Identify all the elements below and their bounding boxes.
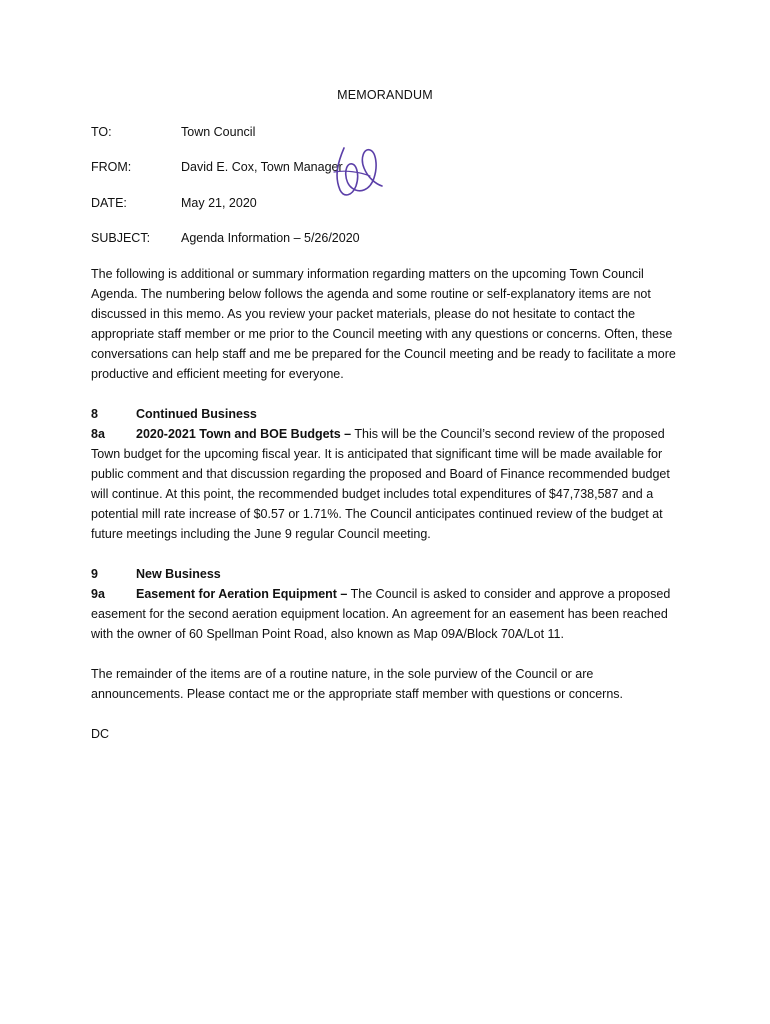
date-value: May 21, 2020 [181, 196, 257, 210]
item-8a-number: 8a [91, 427, 105, 441]
initials: DC [91, 727, 110, 741]
signature-icon [330, 142, 386, 202]
to-value: Town Council [181, 125, 256, 139]
section-9-number: 9 [91, 567, 98, 581]
subject-value: Agenda Information – 5/26/2020 [181, 231, 360, 245]
intro-paragraph: The following is additional or summary information regarding matters on the upcoming Town Council Agenda. The numbering below follows the agenda and some routine or self-explanatory items are not discussed in this memo. As you review your packet materials, please do not hesitate to contact the appropriate staff member or me prior to the Council meeting with any questions or concerns. Often, these conversations can help staff and me be prepared for the Council meeting and be ready to facilitate a more productive and efficient meeting for everyone. [91, 267, 676, 381]
section-9-title: New Business [136, 567, 221, 581]
from-label: FROM: [91, 160, 132, 174]
item-9a [91, 584, 681, 644]
item-8a-text: This will be the Council’s second review of the proposed Town budget for the upcoming fiscal year. It is anticipated that significant time will be made available for public comment and that discussion regarding the proposed and Board of Finance recommended budget will continue. At this point, the recommended budget includes total expenditures of $47,738,587 and a potential mill rate increase of $0.57 or 1.71%. The Council anticipates continued review of the budget at future meetings including the June 9 regular Council meeting. [91, 427, 670, 541]
memo-title: MEMORANDUM [337, 88, 433, 102]
date-label: DATE: [91, 196, 127, 210]
item-8a-title: 2020-2021 Town and BOE Budgets – [136, 427, 352, 441]
closing-paragraph: The remainder of the items are of a routine nature, in the sole purview of the Council or are announcements. Please contact me or the appropriate staff member with questions or concerns. [91, 667, 624, 701]
section-8-number: 8 [91, 407, 98, 421]
item-9a-number: 9a [91, 587, 105, 601]
to-label: TO: [91, 125, 112, 139]
item-9a-title: Easement for Aeration Equipment – [136, 587, 348, 601]
subject-label: SUBJECT: [91, 231, 151, 245]
section-8-title: Continued Business [136, 407, 257, 421]
item-9a-text: The Council is asked to consider and approve a proposed easement for the second aeration equipment location. An agreement for an easement has been reached with the owner of 60 Spellman Point Road, also known as Map 09A/Block 70A/Lot 11. [91, 587, 671, 641]
from-value: David E. Cox, Town Manager [181, 160, 343, 174]
item-8a [91, 424, 681, 544]
